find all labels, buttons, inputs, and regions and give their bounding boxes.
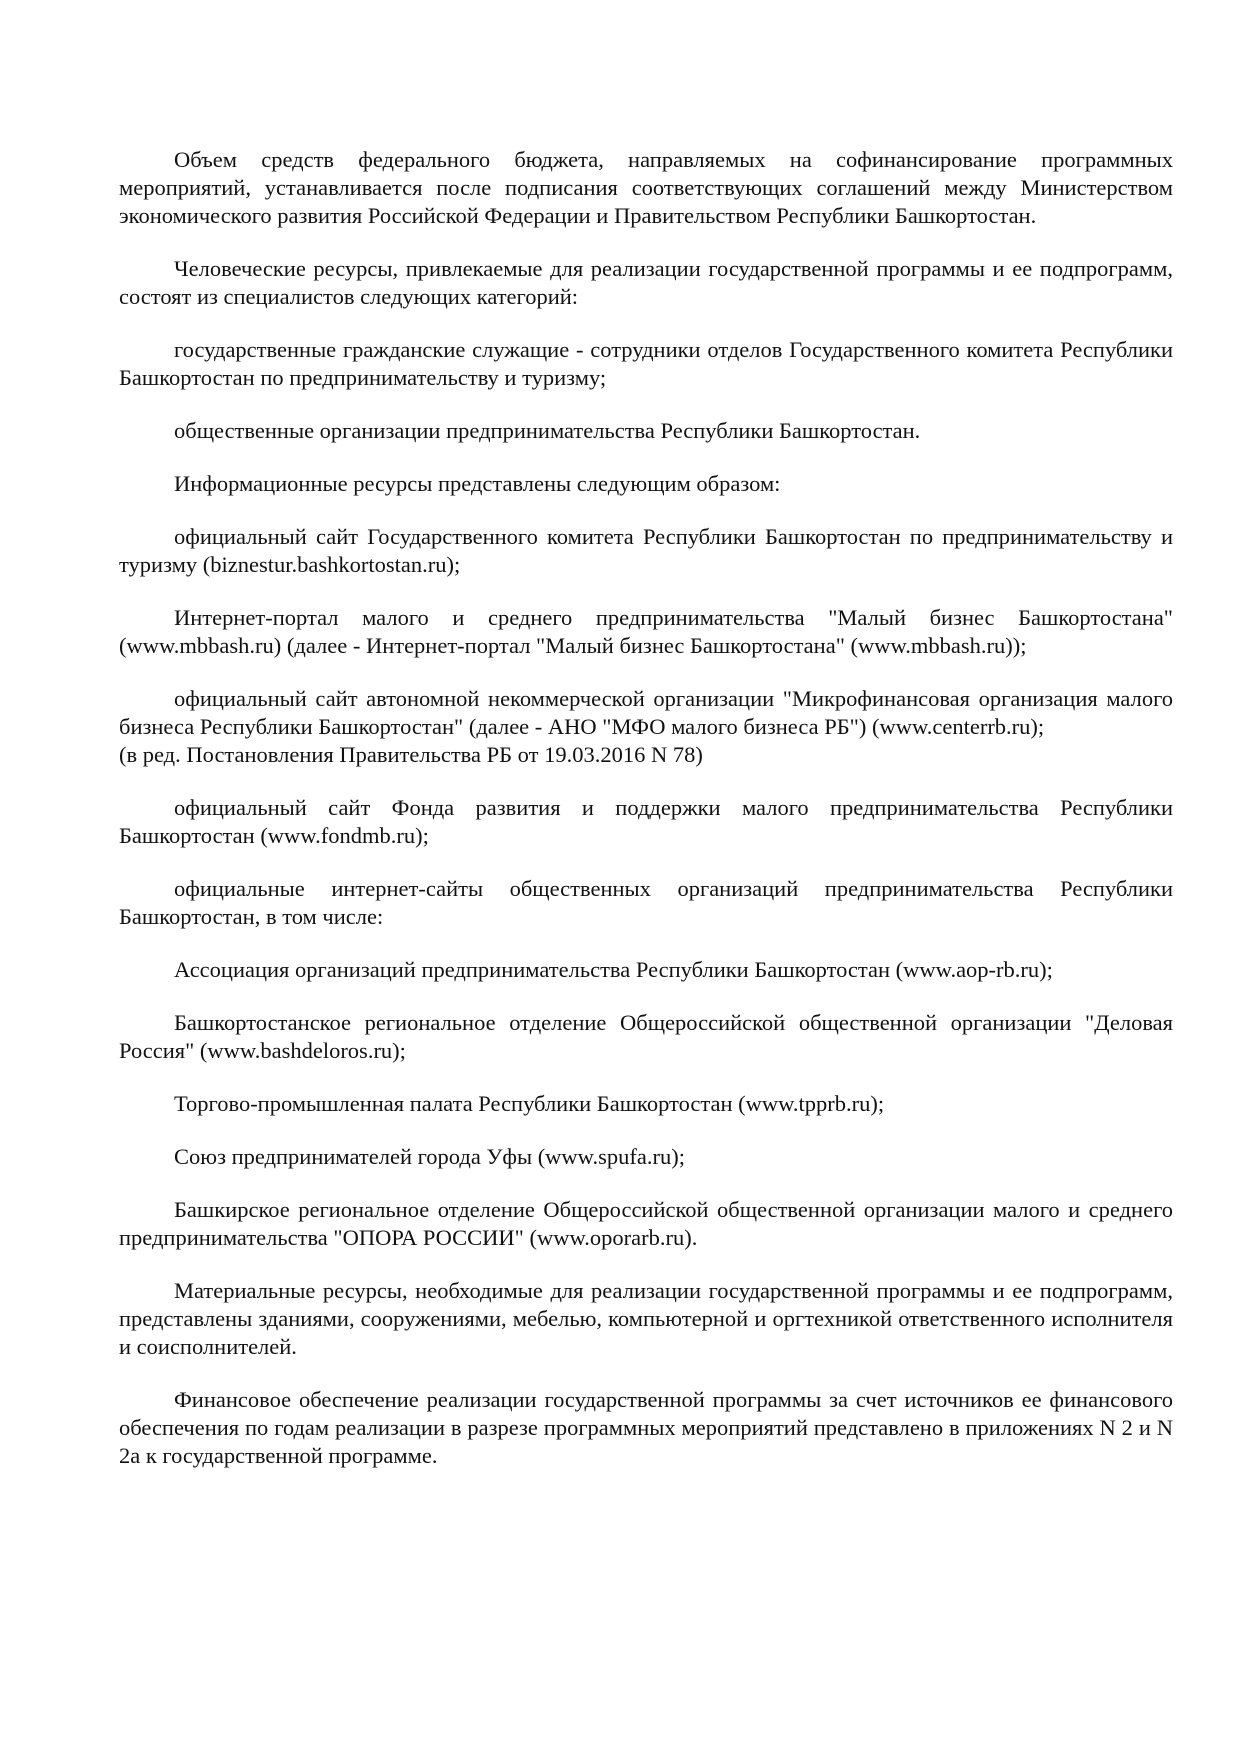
paragraph-human-resources: Человеческие ресурсы, привлекаемые для реализации государственной программы и ее подпрограмм, состоят из специалистов следующих категорий: [119,256,1173,309]
document-page [119,146,1173,1470]
paragraph-information-resources: Информационные ресурсы представлены следующим образом: [174,471,781,496]
paragraph-fund-site: официальный сайт Фонда развития и поддержки малого предпринимательства Республики Башкортостан (www.fondmb.ru); [119,795,1173,848]
paragraph-civil-servants: государственные гражданские служащие - сотрудники отделов Государственного комитета Республики Башкортостан по предпринимательству и туризму; [119,337,1173,390]
paragraph-internet-portal: Интернет-портал малого и среднего предпринимательства "Малый бизнес Башкортостана" (www.mbbash.ru) (далее - Интернет-портал "Малый бизнес Башкортостана" (www.mbbash.ru)); [119,605,1173,658]
paragraph-delovaya-rossiya: Башкортостанское региональное отделение Общероссийской общественной организации "Деловая Россия" (www.bashdeloros.ru); [119,1010,1173,1063]
paragraph-microfinance-site: официальный сайт автономной некоммерческой организации "Микрофинансовая организация малого бизнеса Республики Башкортостан" (далее - АНО "МФО малого бизнеса РБ") (www.centerrb.ru); [119,686,1173,739]
paragraph-ufa-union: Союз предпринимателей города Уфы (www.spufa.ru); [174,1144,685,1169]
paragraph-federal-budget: Объем средств федерального бюджета, направляемых на софинансирование программных мероприятий, устанавливается после подписания соответствующих соглашений между Министерством экономического развития Российской Федерации и Правительством Республики Башкортостан. [119,147,1173,228]
paragraph-public-organizations: общественные организации предпринимательства Республики Башкортостан. [174,418,921,443]
paragraph-amendment-note: (в ред. Постановления Правительства РБ от 19.03.2016 N 78) [119,742,703,767]
paragraph-chamber-of-commerce: Торгово-промышленная палата Республики Башкортостан (www.tpprb.ru); [174,1091,885,1116]
paragraph-material-resources: Материальные ресурсы, необходимые для реализации государственной программы и ее подпрограмм, представлены зданиями, сооружениями, мебелью, компьютерной и оргтехникой ответственного исполнителя и соисполнителей. [119,1278,1173,1359]
paragraph-public-org-sites: официальные интернет-сайты общественных организаций предпринимательства Республики Башкортостан, в том числе: [119,876,1173,929]
paragraph-opora-rossii: Башкирское региональное отделение Общероссийской общественной организации малого и среднего предпринимательства "ОПОРА РОССИИ" (www.oporarb.ru). [119,1197,1173,1250]
paragraph-financial-support: Финансовое обеспечение реализации государственной программы за счет источников ее финансового обеспечения по годам реализации в разрезе программных мероприятий представлено в приложениях N 2 и N 2а к государственной программе. [119,1387,1173,1468]
paragraph-official-site-committee: официальный сайт Государственного комитета Республики Башкортостан по предпринимательству и туризму (biznestur.bashkortostan.ru); [119,524,1173,577]
paragraph-association: Ассоциация организаций предпринимательства Республики Башкортостан (www.aop-rb.ru); [174,957,1053,982]
